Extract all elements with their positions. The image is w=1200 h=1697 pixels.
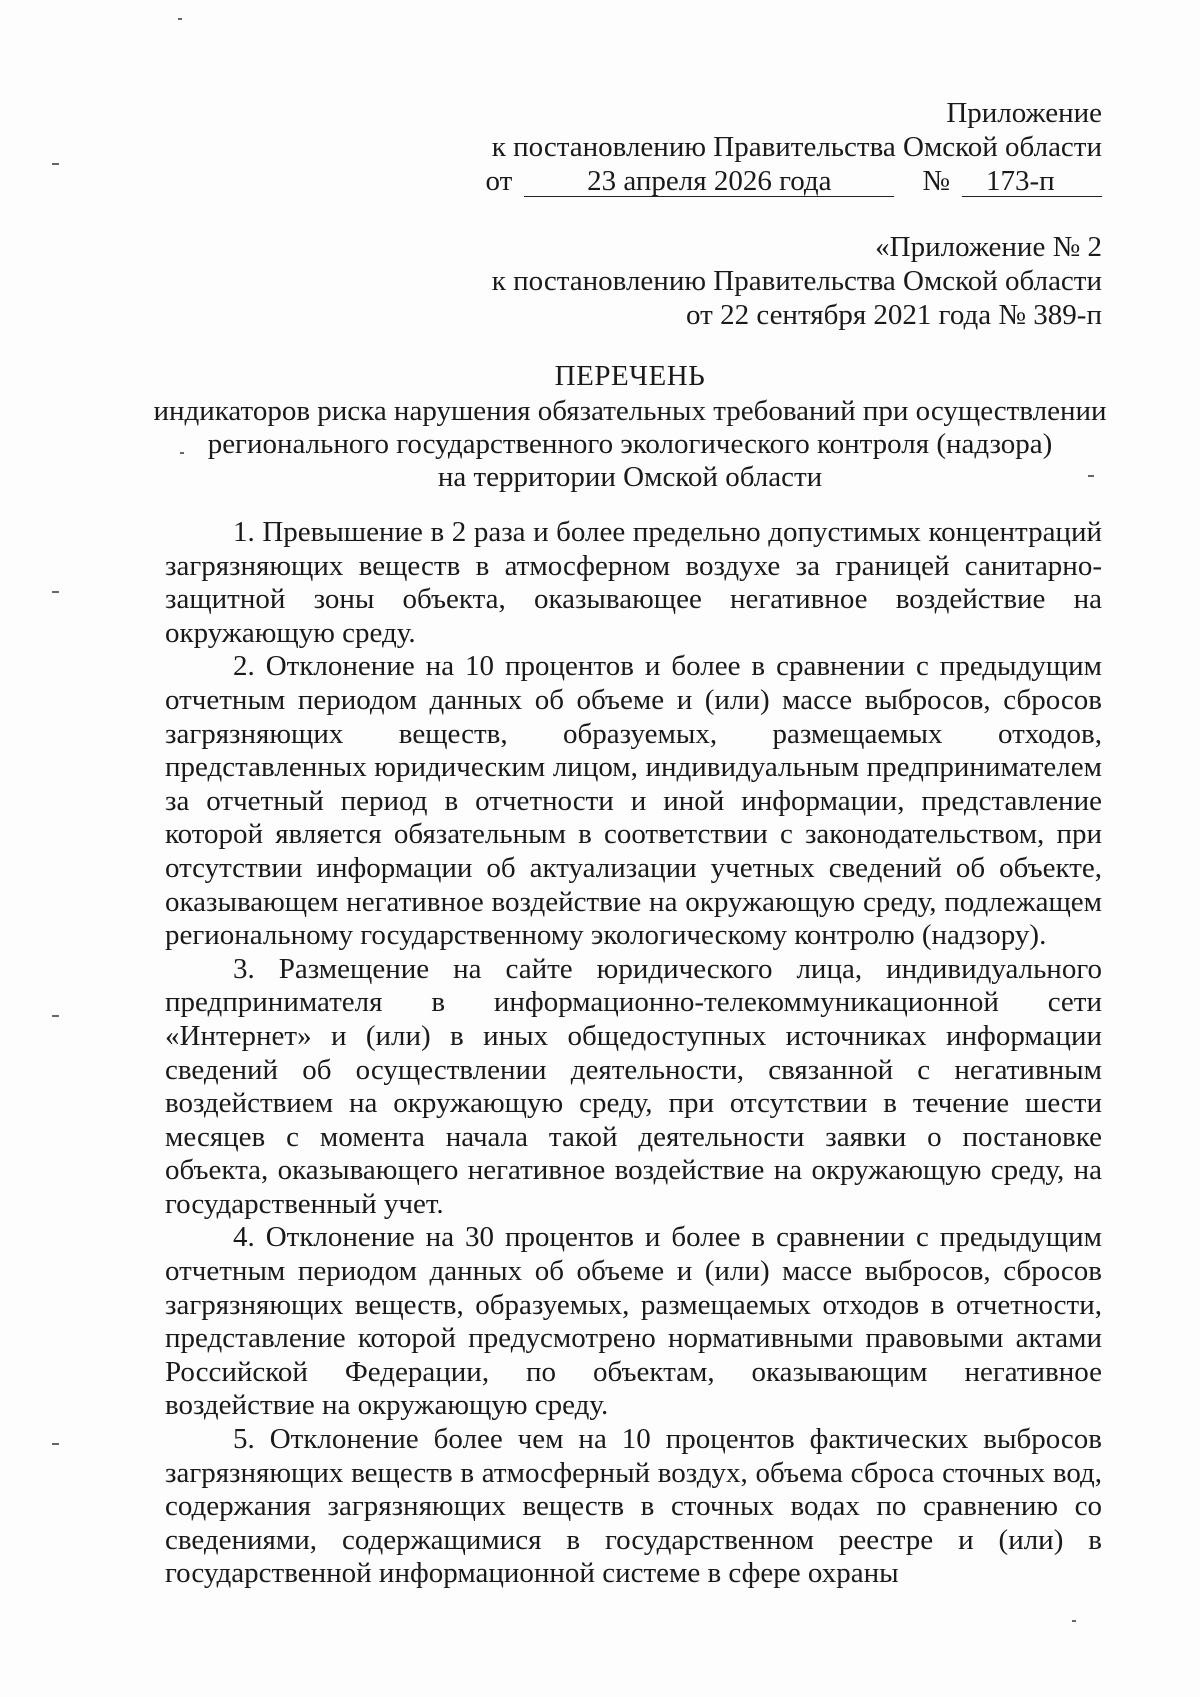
appendix-resolution-line: к постановлению Правительства Омской области — [491, 265, 1102, 297]
header-date-line — [486, 164, 1102, 198]
title-line-3: на территории Омской области — [437, 461, 823, 493]
title-line-2: регионального государственного экологического контроля (надзора) — [207, 428, 1053, 460]
title-line-1: индикаторов риска нарушения обязательных требований при осуществлении — [153, 395, 1107, 427]
date-value: 23 апреля 2026 года — [524, 166, 894, 197]
header-resolution-line: к постановлению Правительства Омской области — [491, 131, 1102, 163]
scan-speck — [178, 18, 182, 20]
number-sign: № — [922, 165, 950, 197]
list-item: 1. Превышение в 2 раза и более предельно допустимых концентраций загрязняющих веществ в атмосферном воздухе за границей санитарно-защитной зоны объекта, оказывающее негативное воздействие на окружающую среду. — [165, 516, 1102, 649]
scan-speck — [1072, 1620, 1076, 1622]
header-appendix-label: Приложение — [946, 97, 1102, 129]
appendix-date-line: от 22 сентября 2021 года № 389-п — [686, 299, 1102, 331]
number-value: 173-п — [962, 166, 1102, 197]
scan-speck — [52, 163, 59, 165]
original-appendix-header — [492, 230, 1102, 332]
list-item: 2. Отклонение на 10 процентов и более в сравнении с предыдущим отчетным периодом данных об объеме и (или) массе выбросов, сбросов загрязняющих веществ, образуемых, размещаемых отходов, представленных юридическим лицом, индивидуальным предпринимателем за отчетный период в отчетности и иной информации, представление которой является обязательным в соответствии с законодательством, при отсутствии информации об актуализации учетных сведений об объекте, оказывающем негативное воздействие на окружающую среду, подлежащем региональному государственному экологическому контролю (надзору). — [165, 650, 1102, 952]
title-main: ПЕРЕЧЕНЬ — [554, 360, 706, 392]
appendix-number-label: «Приложение № 2 — [875, 231, 1102, 263]
document-body — [165, 516, 1102, 1591]
approval-header — [486, 96, 1102, 198]
list-item: 4. Отклонение на 30 процентов и более в сравнении с предыдущим отчетным периодом данных об объеме и (или) массе выбросов, сбросов загрязняющих веществ, образуемых, размещаемых отходов в отчетности, представление которой предусмотрено нормативными правовыми актами Российской Федерации, по объектам, оказывающим негативное воздействие на окружающую среду. — [165, 1221, 1102, 1422]
scan-speck — [52, 591, 59, 593]
document-title — [150, 360, 1110, 494]
list-item: 5. Отклонение более чем на 10 процентов фактических выбросов загрязняющих веществ в атмосферный воздух, объема сброса сточных вод, содержания загрязняющих веществ в сточных водах по сравнению со сведениями, содержащимися в государственном реестре и (или) в государственной информационной системе в сфере охраны — [165, 1423, 1102, 1590]
date-prefix: от — [485, 165, 513, 197]
scan-speck — [52, 1443, 59, 1445]
list-item: 3. Размещение на сайте юридического лица, индивидуального предпринимателя в информационно-телекоммуникационной сети «Интернет» и (или) в иных общедоступных источниках информации сведений об осуществлении деятельности, связанной с негативным воздействием на окружающую среду, при отсутствии в течение шести месяцев с момента начала такой деятельности заявки о постановке объекта, оказывающего негативное воздействие на окружающую среду, на государственный учет. — [165, 952, 1102, 1220]
scan-speck — [52, 1015, 59, 1017]
